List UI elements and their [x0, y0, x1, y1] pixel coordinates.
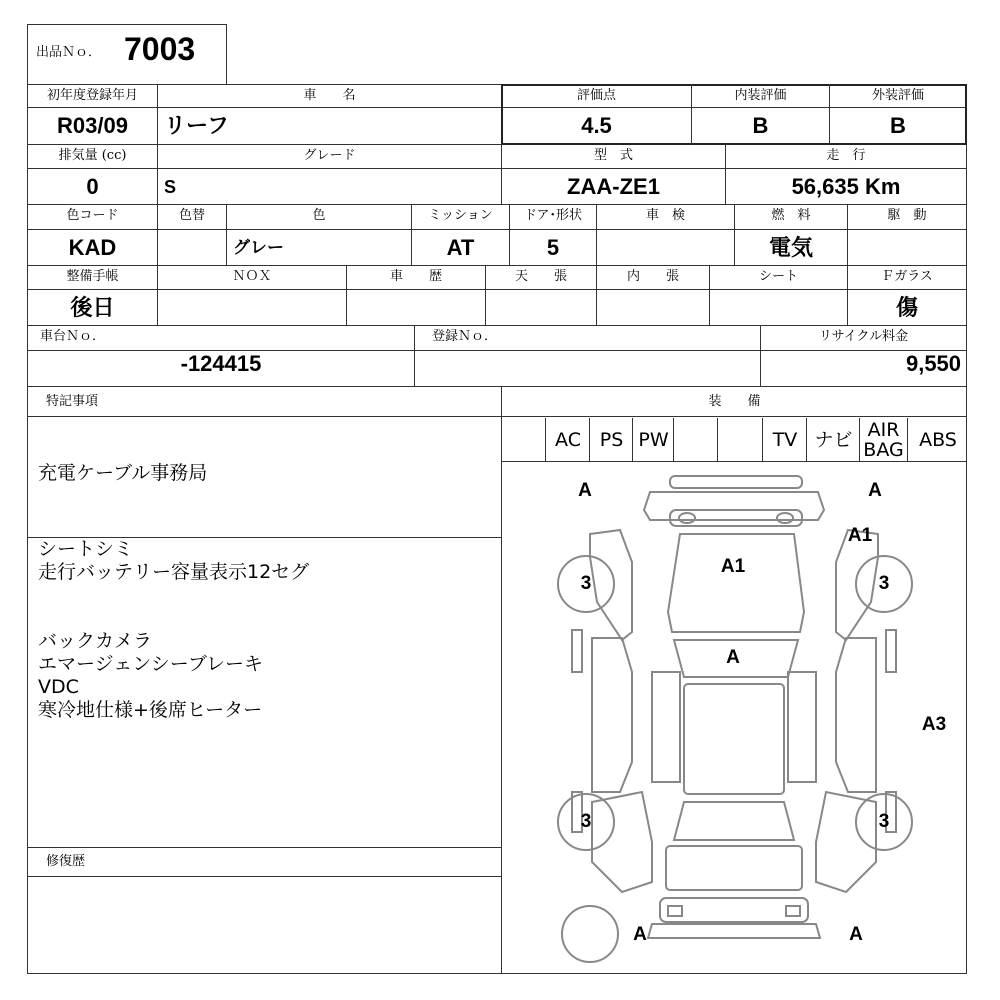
special-note-1: 充電ケーブル事務局 — [38, 462, 208, 484]
equipment-cell: AIR BAG — [859, 418, 907, 462]
mark-rear-left-corner: A — [633, 924, 647, 945]
recycle-value: 9,550 — [905, 351, 962, 376]
mark-hood: A1 — [720, 556, 746, 577]
mark-tire-front-left: 3 — [580, 573, 592, 594]
lot-number-box — [27, 24, 227, 85]
glass-label: Ｆガラス — [881, 269, 933, 284]
hline — [27, 289, 967, 290]
hline — [27, 876, 501, 877]
mark-tire-front-right: 3 — [878, 573, 890, 594]
interior-score-label: 内装評価 — [734, 88, 787, 103]
mark-front-right-fender: A1 — [847, 525, 873, 546]
score-value: 4.5 — [581, 113, 612, 138]
score-label: 評価点 — [576, 88, 616, 103]
grade-value: S — [164, 177, 177, 197]
seat-label: シート — [758, 269, 798, 284]
maintenance-label: 整備手帳 — [66, 269, 119, 284]
equipment-cell — [673, 418, 718, 462]
equipment-cell: AC — [545, 418, 590, 462]
special-notes-label: 特記事項 — [46, 394, 99, 409]
equipment-cell: PS — [589, 418, 633, 462]
grade-label: グレード — [303, 148, 356, 163]
cabin — [652, 672, 816, 840]
fuel-label: 燃 料 — [771, 208, 811, 223]
color-code-label: 色コード — [66, 208, 119, 223]
equipment-cell: TV — [762, 418, 807, 462]
mark-tire-rear-right: 3 — [878, 811, 890, 832]
car-condition-diagram — [502, 462, 966, 974]
exterior-score-label: 外装評価 — [871, 88, 924, 103]
history-label: 車 歴 — [389, 269, 442, 284]
maintenance-value: 後日 — [70, 295, 115, 320]
mark-windshield: A — [726, 647, 740, 668]
front-bumper — [644, 476, 824, 526]
equipment-cell — [717, 418, 763, 462]
fuel-value: 電気 — [768, 235, 813, 260]
reg-no-label: 登録Ｎｏ． — [432, 329, 498, 344]
equipment-label: 装 備 — [708, 394, 761, 409]
mark-right-side: A3 — [921, 714, 947, 735]
lot-label: 出品Ｎｏ． — [36, 45, 102, 60]
vline — [414, 325, 415, 387]
car-name-value: リーフ — [164, 113, 229, 138]
mark-rear-right-corner: A — [849, 924, 863, 945]
interior-trim-label: 内 張 — [626, 269, 679, 284]
equipment-cell: ABS — [907, 418, 968, 462]
mark-tire-rear-left: 3 — [580, 811, 592, 832]
color-value: グレー — [233, 238, 284, 257]
first-reg-value: R03/09 — [57, 113, 128, 138]
door-value: 5 — [546, 235, 560, 260]
mark-front-right-corner: A — [868, 480, 882, 501]
equipment-cell: ナビ — [806, 418, 860, 462]
door-label: ドア･形状 — [523, 208, 583, 223]
displacement-label: 排気量 (cc) — [58, 148, 127, 163]
inspection-label: 車 検 — [645, 208, 685, 223]
hline — [27, 386, 967, 387]
mark-front-left-corner: A — [578, 480, 592, 501]
mission-label: ミッション — [428, 208, 493, 223]
lot-number: 7003 — [124, 31, 196, 67]
first-reg-label: 初年度登録年月 — [46, 88, 138, 103]
nox-label: ＮＯＸ — [232, 269, 272, 284]
color-code-value: KAD — [68, 235, 117, 260]
exterior-score-value: B — [890, 113, 906, 138]
mission-value: AT — [446, 235, 475, 260]
roof-label: 天 張 — [514, 269, 567, 284]
interior-score-value: B — [752, 113, 769, 138]
equipment-cell: PW — [632, 418, 674, 462]
repair-history-label: 修復歴 — [46, 854, 86, 869]
car-name-label: 車 名 — [303, 88, 356, 103]
mileage-value: 56,635 Km — [791, 174, 901, 199]
color-label: 色 — [312, 208, 326, 223]
spare-tire — [562, 906, 618, 962]
special-note-2: シートシミ 走行バッテリー容量表示12セグ バックカメラ エマージェンシーブレーキ VDC 寒冷地仕様+後席ヒーター — [38, 538, 310, 721]
displacement-value: 0 — [86, 174, 99, 199]
chassis-label: 車台Ｎｏ． — [40, 329, 106, 344]
drive-label: 駆 動 — [887, 208, 927, 223]
color-change-label: 色替 — [178, 208, 205, 223]
hline — [27, 847, 501, 848]
chassis-value: -124415 — [180, 351, 262, 376]
recycle-label: リサイクル料金 — [818, 329, 909, 344]
mileage-label: 走 行 — [826, 148, 866, 163]
model-value: ZAA-ZE1 — [567, 174, 660, 199]
model-label: 型 式 — [593, 148, 633, 163]
equipment-cell — [501, 418, 545, 462]
hline — [27, 416, 967, 417]
glass-value: 傷 — [895, 295, 918, 320]
trunk-rear-bumper — [648, 846, 820, 938]
